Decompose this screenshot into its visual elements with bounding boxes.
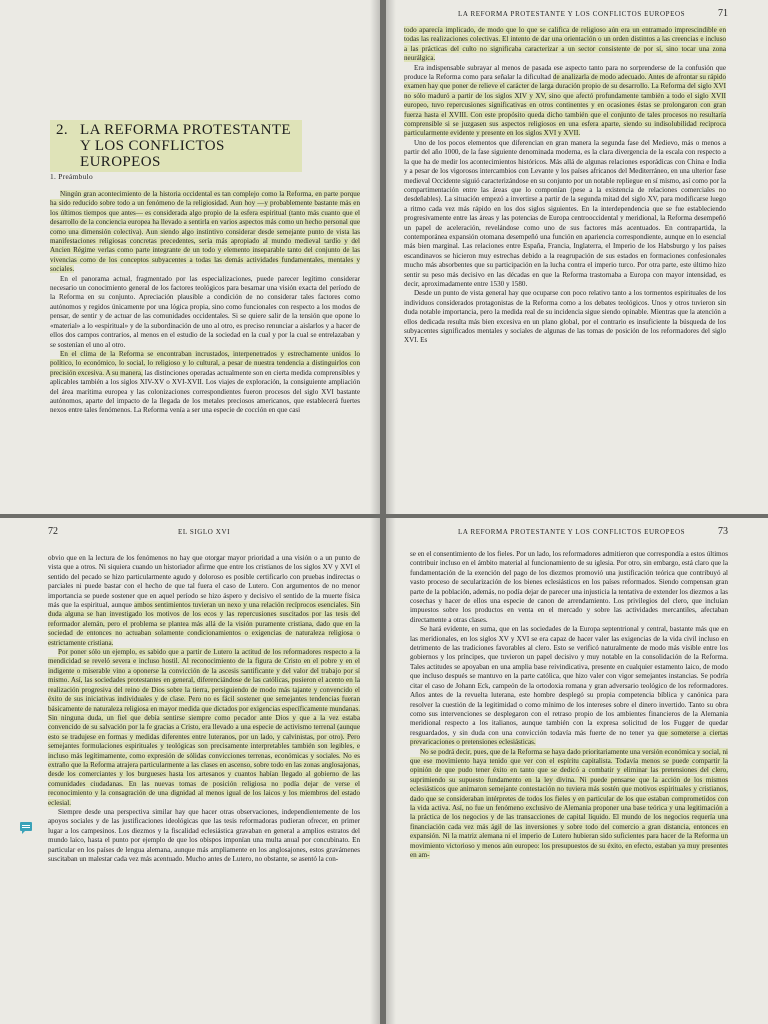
- page-73: [386, 518, 768, 1024]
- page-72: [0, 518, 380, 1024]
- paragraph-text: las distinciones operadas actualmente son en cierta medida comprensibles y aplicables también a los siglos XIV-XV o XVI-XVII. Los viajes de exploración, la consiguiente ampliación del área marítima europea y las colonizaciones correspondientes fueron procesos del siglo XVI bastante autónomos, aparte del impacto de la llegada de los metales preciosos americanos, que establecerá fuertes nexos entre tales fenómenos. La Reforma venía a ser una especie de cocción en que casi: [50, 368, 360, 415]
- highlighted-passage: todo aparecía implicado, de modo que lo que se califica de religioso aún era un entramado imprescindible en todas las realizaciones colectivas. El intento de dar una orientación o un orden distintos a las creencias e incluso a las prácticas del culto no significaba caracterizar a un sector consistente de por sí, sino tocar una zona neurálgica.: [404, 26, 726, 63]
- paragraph-text: Era indispensable subrayar al menos de pasada ese aspecto tanto para no sorprenderse de la confusión que produce la Reforma como para señalar la dificultad: [404, 63, 726, 82]
- highlighted-passage: que someterse a ciertas prevaricaciones o pretensiones eclesiásticas.: [410, 728, 728, 747]
- paragraph: se en el consentimiento de los fieles. Por un lado, los reformadores admitieron que correspondía a estos últimos contribuir incluso en el ámbito material al funcionamiento de su iglesia. Por otro, sin embargo, está claro que la fundamentación de la exención del pago de los diezmos promovió una justificación teórica que contribuyó al vasto proceso de secularización de los bienes eclesiásticos en los países reformados. Siendo compensan gran parte de la población, además, no podía dejar de parecer una injusticia la tentativa de extender los diezmos a las cosechas y hacer de ellos una especie de canon de arrendamiento. Los privilegios del clero, que incluían impuestos sobre los productos en venta en el mercado y sobre las actividades mercantiles, afectaban directamente a otras clases.: [410, 550, 728, 624]
- page-70-body: [50, 190, 360, 416]
- page-70: [0, 0, 380, 514]
- highlighted-passage: En el clima de la Reforma se encontraban incrustados, interpenetrados y estrechamente unidos lo político, lo económico, lo social, lo religioso y lo cultural, a pesar de nuestra tendencia a distinguirlos con precisión excesiva. A su manera,: [50, 349, 360, 377]
- highlighted-passage: No se podrá decir, pues, que de la Reforma se haya dado prioritariamente una versión económica y social, ni que ese movimiento haya tenido que ver con el espíritu capitalista. Todavía menos se puede compartir la opinión de que pudo tener éxito en tanto que se dedicó a combatir y eliminar las pretensiones del clero, suprimiendo su supuesto fundamento en la ley divina. Ni puede pensarse que la acción de los mismos eclesiásticos que animaron semejante contestación no tuviera más sostén que motivos espirituales y cristianos, dado que se consideraban intérpretes de todos los fieles y en particular de los que estaban comprometidos con la vida activa. Así, no fue un fenómeno exclusivo de Alemania proponer una base teórica y una legitimación a la práctica de los negocios y de las transacciones de capital líquido. El mundo de los negocios requería una financiación cada vez más ágil de las inversiones y sobre todo del comercio a gran distancia, entonces en expansión. Ni la matriz alemana ni el imperio de Lutero hubieran sido suficientes para hacer de la Reforma un movimiento victorioso y menos aún europeo: los presupuestos de su éxito, en efecto, estaban ya muy presentes en am-: [410, 747, 728, 859]
- chapter-number: 2.: [56, 122, 69, 138]
- paragraph-text: obvio que en la lectura de los fenómenos no hay que otorgar mayor prioridad a una visión o a un punto de vista que a otros. Ni siquiera cuando un historiador afirme que entre los cristianos de los siglos XV y XVI el sentido del pecado se hizo particularmente agudo y doloroso es posible certificarlo con pruebas indirectas o parciales ni puede bastar con el hecho de que tal fuera el caso de Lutero. Con argumentos de no menor importancia se puede sostener que en aquel período se hizo áspero y decisivo el sentido de la muerte física más que la espiritual, aunque: [48, 554, 360, 610]
- running-head: EL SIGLO XVI: [178, 528, 231, 536]
- running-head: LA REFORMA PROTESTANTE Y LOS CONFLICTOS EUROPEOS: [458, 10, 686, 18]
- page-gutter: [370, 0, 380, 514]
- comment-icon[interactable]: [20, 822, 32, 831]
- highlighted-passage: Ningún gran acontecimiento de la historia occidental es tan complejo como la Reforma, en parte porque ha sido reducido sobre todo a un fenómeno de la religiosidad. Aun hoy —y probablemente bastante más en los últimos tiempos que antes— es considerada algo propio de la esfera espiritual (tanto más cuanto que el desarrollo de la conciencia europea ha llevado a sentirla en varios aspectos más como un hecho personal que como una dimensión colectiva). Aun siendo algo instintivo considerar desde semejante punto de vista las manifestaciones religiosas concretas precedentes, sería más apropiado al mundo medieval tardío y del Ancien Régime verlas como parte integrante de un todo y elemento inseparable tanto del conjunto de las vivencias como de los conceptos subyacentes a todas las demás actividades fundamentales, mentales y sociales.: [50, 190, 360, 274]
- paragraph: En el panorama actual, fragmentado por las especializaciones, puede parecer legítimo considerar necesario un conocimiento general de los factores teológicos para besarnar una visión exacta del período de la Reforma en su conjunto. Apreciación plausible a condición de no considerar tales factores como autónomos y regidos únicamente por una lógica propia, sino como funcionales con respecto a los modos de pensar, de sentir y de actuar de las comunidades occidentales. Si se quiere salir de la tensión que opone lo «material» a lo «espiritual» y de la subordinación de uno al otro, es preciso renunciar a aislarlos y a hacer de ellos dos campos contrarios, al menos en el estudio de la sociedad en la cual y por la cual se entrelazaban y se sostenían el uno al otro.: [50, 274, 360, 349]
- section-title: 1. Preámbulo: [50, 172, 94, 181]
- page-71: [386, 0, 768, 514]
- page-gutter: [370, 518, 380, 1024]
- highlighted-passage: ambos sentimientos tuvieran un nexo y una relación recíprocos esenciales. Sin duda alguna se han investigado los motivos de los ecos y las repercusiones suscitados por las tesis del reformador alemán, pero el problema se plantea más allá de la visión puramente cristiana, dado que en la sociedad de entonces no actuaban solamente condicionamientos o exigencias de naturaleza religiosa o estrictamente cristiana.: [48, 601, 361, 647]
- page-73-body: [410, 550, 728, 860]
- chapter-title-line-2: Y LOS CONFLICTOS EUROPEOS: [80, 138, 225, 170]
- chapter-title: [50, 120, 302, 172]
- chapter-title-line-1: LA REFORMA PROTESTANTE: [80, 122, 291, 138]
- page-number: 71: [718, 8, 728, 19]
- paragraph: Uno de los pocos elementos que diferencian en gran manera la segunda fase del Medievo, más o menos a partir del año 1000, de la fase siguiente denominada moderna, es la clara divergencia de la escala con respecto a la que ha de medir los acontecimientos históricos. Más allá de algunas relaciones esporádicas con China e India y a pesar de los vigorosos intercambios con Levante y los países africanos del Mediterráneo, en una ulterior fase medieval Occidente siguió caracterizándose en su conjunto por un notable repliegue en sí mismo, así como por la compartimentación entre las áreas que lo componían (pese a la existencia de relaciones comerciales no desdeñables). La situación empezó a invertirse a partir de la segunda mitad del siglo XV, para modificarse luego a ritmo cada vez más rápido en los dos siglos siguientes. En la interdependencia que se fue estableciendo progresivamente entre las áreas y las potencias de Europa centrooccidental y meridional, la Reforma desempeñó un papel de aceleración, revelándose como uno de sus factores más acentuados. En contrapartida, la contemporánea expansión otomana desempeñó una función en apariencia correspondiente, aunque en lo esencial más bien marginal. Las relaciones entre España, Francia, Inglaterra, el Imperio de los Habsburgo y los países escandinavos se hicieron muy estrechas debido a la reagrupación de sus estados en formaciones confesionales mucho más absorbentes que su participación en la lucha contra el imperio turco. Por otra parte, este último hizo sentir su peso más decisivo en las décadas en que la Reforma trastornaba a Europa con mayor intensidad, es decir, aproximadamente entre 1530 y 1580.: [404, 138, 726, 288]
- page-72-body: [48, 554, 360, 864]
- highlighted-passage: de analizarla de modo adecuado. Antes de afrontar su rápido examen hay que poner de relieve el carácter de larga duración propio de su desarrollo. La Reforma del siglo XVI no sólo maduró a partir de los siglos XIV y XV, sino que afectó profundamente también a todo el siglo XVII europeo, tuvo repercusiones significativas en otros continentes y en ocasiones éstas se prolongaron con gran fuerza hasta el XVIII. Con este propósito queda dicho también que el conjunto de tales procesos no resultaría comprensible si se juzgasen sus aspectos religiosos en una esfera aparte, siendo su indisolubilidad recíproca particularmente evidente y presente en los siglos XVI y XVII.: [404, 73, 726, 138]
- page-gutter: [386, 518, 396, 1024]
- page-gutter: [386, 0, 396, 514]
- page-71-body: [404, 26, 726, 346]
- running-head: LA REFORMA PROTESTANTE Y LOS CONFLICTOS EUROPEOS: [458, 528, 686, 536]
- paragraph: Desde un punto de vista general hay que ocuparse con poco relativo tanto a los tormentos espirituales de los individuos considerados protagonistas de la Reforma como a los debates teológicos. Unos y otros tuvieron sin duda notable importancia, pero la medida real de su incidencia sigue siendo opinable. Mientras que la atención a ellos dedicada resulta más bien excesiva en un plano global, por el contrario es insuficiente la búsqueda de los subyacentes significados mentales y sociales de algunas de las tomas de posición de los reformadores del siglo XVI. Es: [404, 289, 726, 345]
- page-number: 73: [718, 526, 728, 537]
- paragraph-text: Se hará evidente, en suma, que en las sociedades de la Europa septentrional y central, bastante más que en las meridionales, en los siglos XV y XVI se era capaz de hacer valer las exigencias de la vida civil incluso en detrimento de las tradiciones favorables al clero. Esto se verificó naturalmente de modo más visible entre los gobiernos y los príncipes, que tuvieron un papel decisivo y muy notable en la consolidación de la Reforma. Tales actitudes se apoyaban en una amplia base reivindicativa, presente en cualquier estamento laico, de modo que incluso después se mantuvo en la parte católica, que hizo valer con vigor semejantes instancias. Se podría citar el caso de Johann Eck, campeón de la ortodoxia romana y gran adversario teológico de los reformadores. Años antes de la revuelta luterana, este hombre desplegó su propia competencia bíblica y canónica para resolver la cuestión de la legitimidad o como mínimo de los intereses sobre el dinero invertido. Tanto su obra como sus intervenciones se desplegaron con el retraso propio de los ambientes financieros de la Alemania meridional respecto a los italianos, aunque también con la expresa solicitud de los Fugger de quedar resguardados, y sin duda con una convicción todavía más fuerte de no tener ya: [410, 625, 728, 737]
- paragraph: Siempre desde una perspectiva similar hay que hacer otras observaciones, independientemente de los apoyos sociales y de las justificaciones ideológicas que las tesis reformadoras pudieran ofrecer, en primer lugar a los campesinos. Los diezmos y la fiscalidad eclesiástica gravaban en general a amplios estratos del mundo laico, hasta el punto por ejemplo de que los obispos imponían una multa anual por concubinato. En particular en los países de lengua alemana, aunque más ampliamente en los anglosajones, estos gravámenes suscitaban un malestar cada vez más acentuado. Mucho antes de Lutero, no obstante, se asentó la con-: [48, 807, 360, 863]
- highlighted-passage: Por poner sólo un ejemplo, es sabido que a partir de Lutero la actitud de los reformadores respecto a la mendicidad se reveló severa e incluso hostil. Al reconocimiento de la figura de Cristo en el pobre y en el indigente o miserable vino a oponerse la convicción de la ascesis santificante y del valor del trabajo por sí mismo. Así, las sociedades protestantes en general, diferenciándose de las católicas, pusieron el acento en la realización progresiva del reino de Dios sobre la tierra, persiguiendo de modo más tajante y convencido el éxito de sus iniciativas individuales y de clase. Pero no es fácil sostener que semejantes tendencias fueran básicamente de naturaleza religiosa en mayor medida que dictados por exigencias específicamente mundanas. Sin ninguna duda, un fiel que debía sentirse siempre como pecador ante Dios y que a la vez estaba convencido de su salvación por la fe gracias a Cristo, era llevado a una especie de activismo terrenal (aunque esto se tradujese en formas y medidas diferentes entre luteranos, por un lado, y calvinistas, por otro). Pero semejantes formulaciones espirituales y teológicas son precisamente interpretables también son legibles, e incluso más legítimamente, como expresión de sólidas convicciones terrenas, económicas y sociales. No es extraño que la Reforma atrajera particularmente a las clases en ascenso, sobre todo en las zonas anglosajonas, desde los comerciantes y los burgueses hasta los artesanos y cuantos habían llegado al gobierno de las comunidades ciudadanas. En las nuevas tomas de posición religiosa no podía dejar de verse el reconocimiento y la consagración de una dignidad al menos igual de los laicos y los miembros del estado eclesial.: [48, 648, 360, 807]
- page-number: 72: [48, 526, 58, 537]
